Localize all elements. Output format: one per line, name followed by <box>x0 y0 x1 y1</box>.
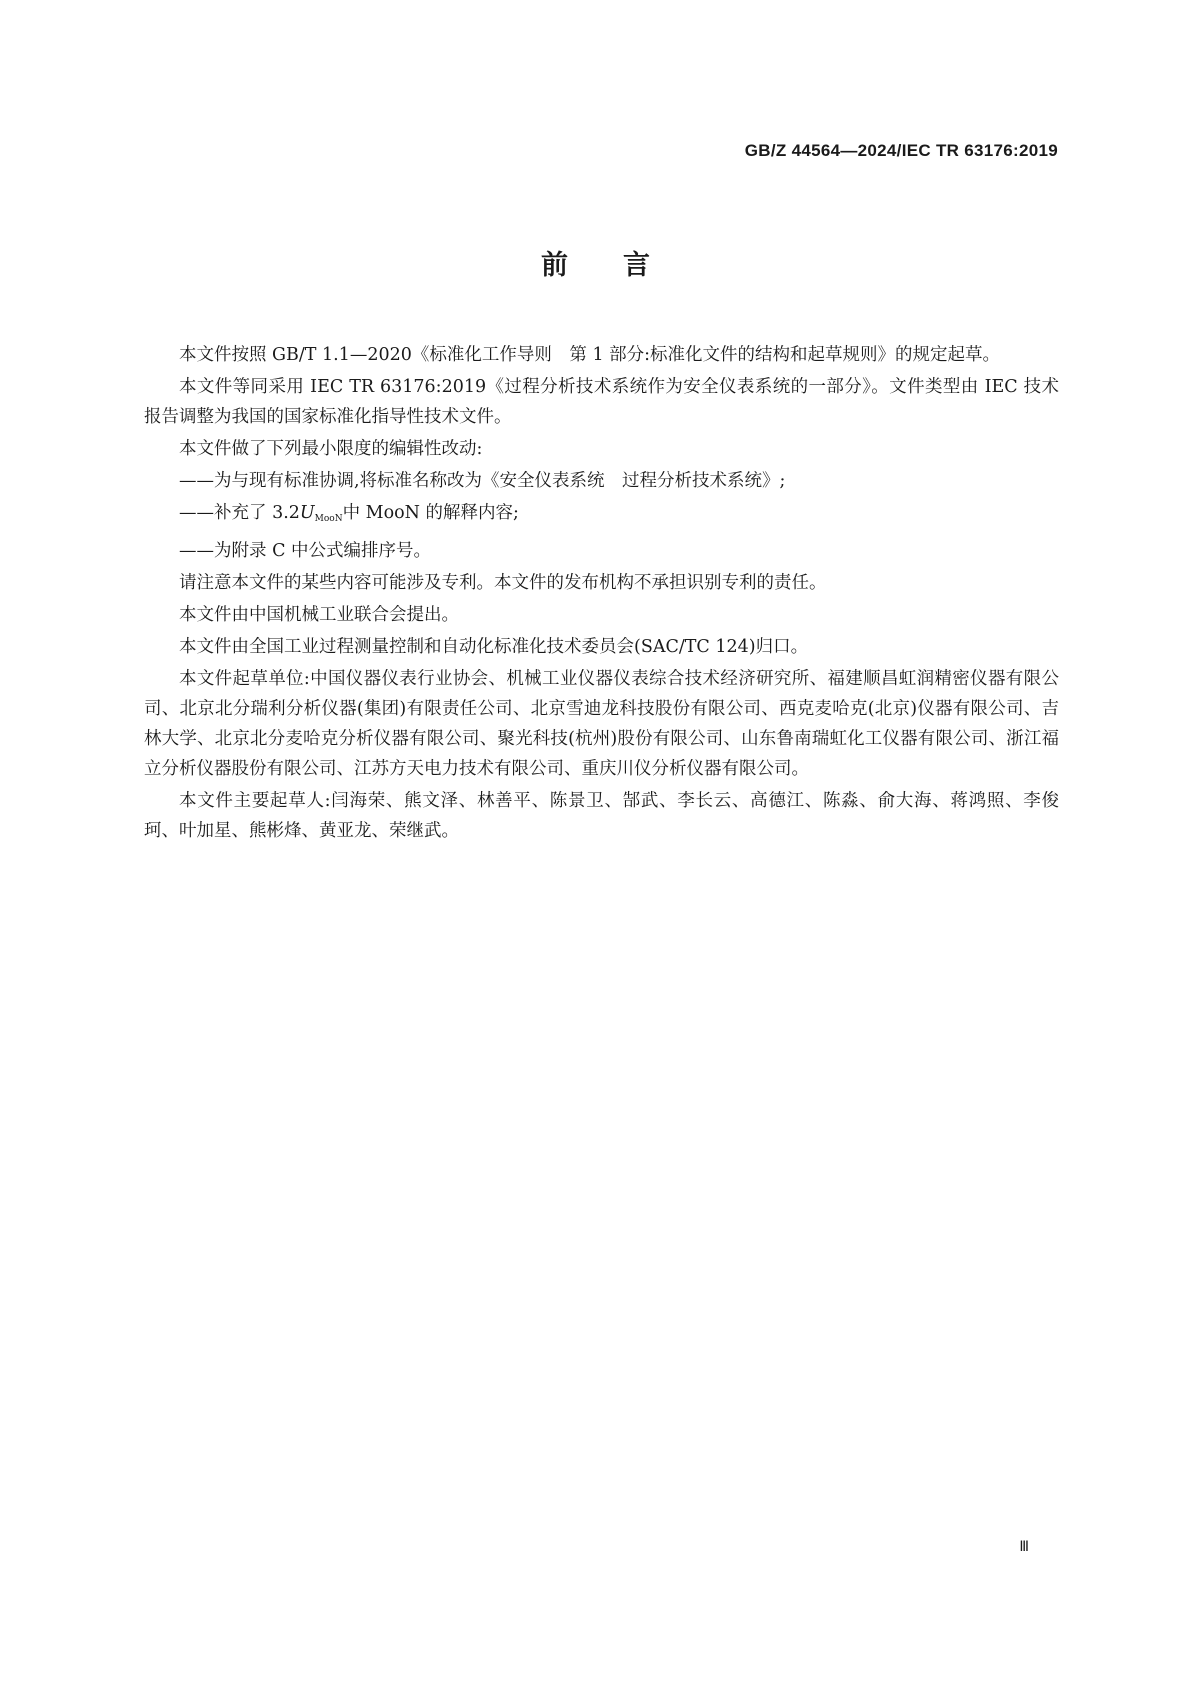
foreword-body <box>144 340 1059 848</box>
paragraph-drafting-rules: 本文件按照 GB/T 1.1—2020《标准化工作导则 第 1 部分:标准化文件的结构和起草规则》的规定起草。 <box>179 345 1001 365</box>
change-item-moon-subscript: MooN <box>314 514 343 524</box>
paragraph-changes-intro: 本文件做了下列最小限度的编辑性改动: <box>179 439 483 459</box>
paragraph-drafting-units: 本文件起草单位:中国仪器仪表行业协会、机械工业仪器仪表综合技术经济研究所、福建顺昌虹润精密仪器有限公司、北京北分瑞利分析仪器(集团)有限责任公司、北京雪迪龙科技股份有限公司、西克麦哈克(北京)仪器有限公司、吉林大学、北京北分麦哈克分析仪器有限公司、聚光科技(杭州)股份有限公司、山东鲁南瑞虹化工仪器有限公司、浙江福立分析仪器股份有限公司、江苏方天电力技术有限公司、重庆川仪分析仪器有限公司。 <box>144 669 1059 779</box>
change-item-moon-prefix: ——补充了 3.2 <box>179 503 300 523</box>
change-item-moon-symbol: U <box>299 503 315 523</box>
page-number: Ⅲ <box>1019 1539 1029 1555</box>
change-item-moon <box>144 498 1059 534</box>
paragraph-adoption: 本文件等同采用 IEC TR 63176:2019《过程分析技术系统作为安全仪表系统的一部分》。文件类型由 IEC 技术报告调整为我国的国家标准化指导性技术文件。 <box>144 377 1059 427</box>
change-item-title: ——为与现有标准协调,将标准名称改为《安全仪表系统 过程分析技术系统》; <box>179 471 786 491</box>
paragraph-patent-notice: 请注意本文件的某些内容可能涉及专利。本文件的发布机构不承担识别专利的责任。 <box>179 573 827 593</box>
standard-code: GB/Z 44564—2024/IEC TR 63176:2019 <box>744 141 1058 160</box>
change-item-formula: ——为附录 C 中公式编排序号。 <box>179 541 432 561</box>
page-title: 前言 <box>541 250 705 281</box>
paragraph-proposer: 本文件由中国机械工业联合会提出。 <box>179 605 459 625</box>
paragraph-committee: 本文件由全国工业过程测量控制和自动化标准化技术委员会(SAC/TC 124)归口。 <box>179 637 809 657</box>
paragraph-drafters: 本文件主要起草人:闫海荣、熊文泽、林善平、陈景卫、郜武、李长云、高德江、陈淼、俞大海、蒋鸿照、李俊珂、叶加星、熊彬烽、黄亚龙、荣继武。 <box>144 791 1059 841</box>
change-item-moon-suffix: 中 MooN 的解释内容; <box>342 503 519 523</box>
